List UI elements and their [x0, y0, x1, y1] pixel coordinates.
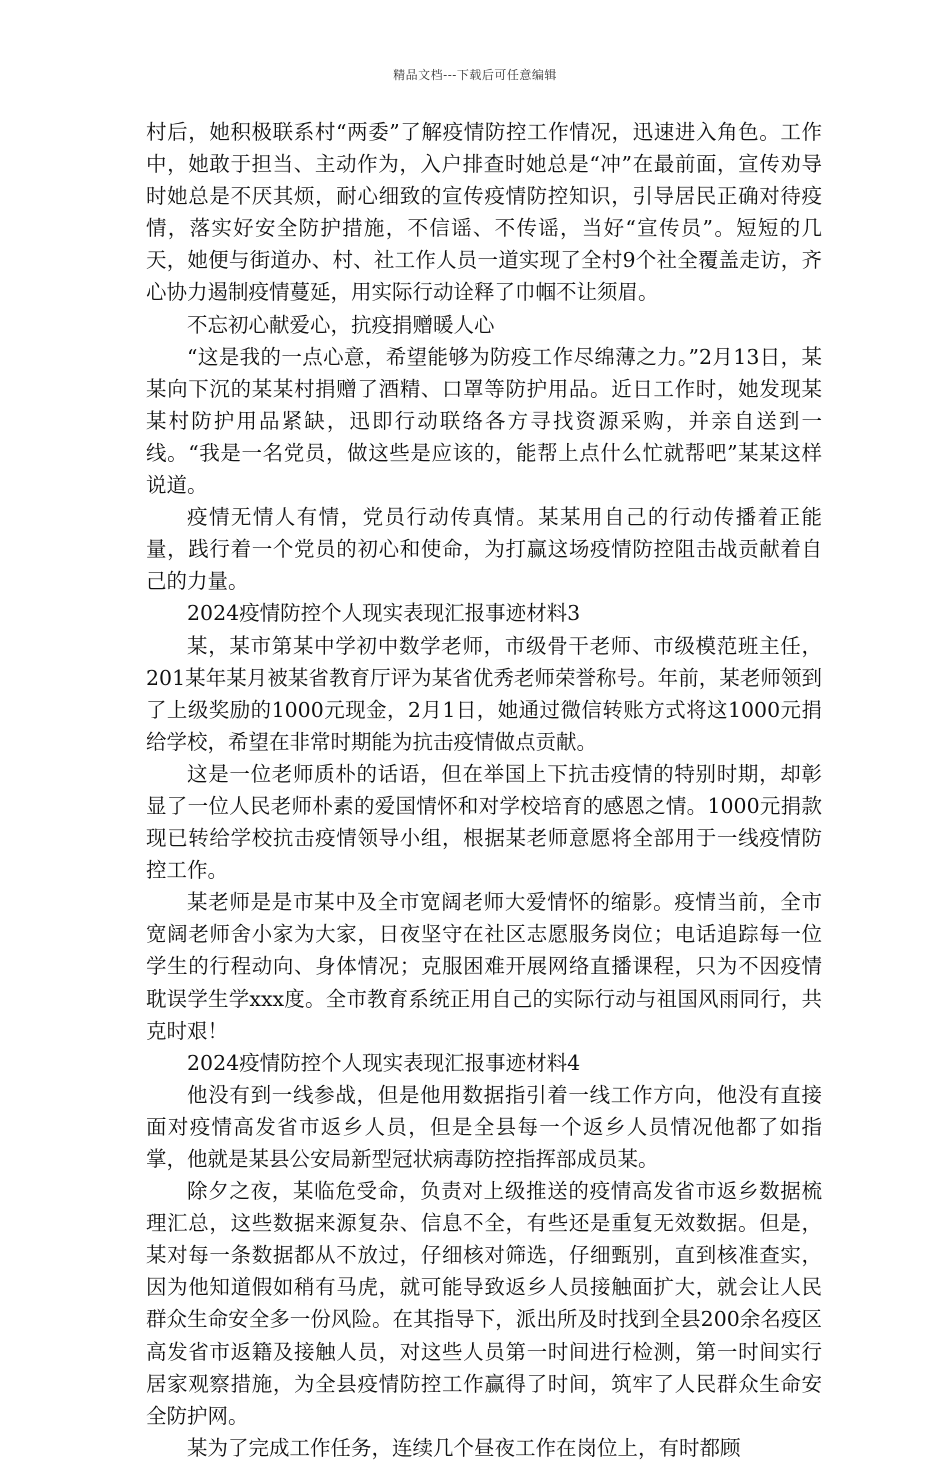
paragraph: 村后，她积极联系村“两委”了解疫情防控工作情况，迅速进入角色。工作中，她敢于担当、主动作为，入户排查时她总是“冲”在最前面，宣传劝导时她总是不厌其烦，耐心细致的宣传疫情防控知识，引导居民正确对待疫情，落实好安全防护措施，不信谣、不传谣，当好“宣传员”。短短的几天，她便与街道办、村、社工作人员一道实现了全村9个社全覆盖走访，齐心协力遏制疫情蔓延，用实际行动诠释了巾帼不让须眉。: [146, 120, 822, 305]
paragraph: 不忘初心献爱心，抗疫捐赠暖人心: [187, 312, 495, 337]
page-header: 精品文档---下载后可任意编辑: [393, 68, 557, 82]
document-body: [146, 116, 822, 1464]
paragraph: 他没有到一线参战，但是他用数据指引着一线工作方向，他没有直接面对疫情高发省市返乡人员，但是全县每一个返乡人员情况他都了如指掌，他就是某县公安局新型冠状病毒防控指挥部成员某。: [146, 1082, 822, 1171]
paragraph: 这是一位老师质朴的话语，但在举国上下抗击疫情的特别时期，却彰显了一位人民老师朴素的爱国情怀和对学校培育的感恩之情。1000元捐款现已转给学校抗击疫情领导小组，根据某老师意愿将全部用于一线疫情防控工作。: [146, 761, 822, 883]
paragraph: 2024疫情防控个人现实表现汇报事迹材料3: [187, 601, 581, 626]
paragraph: 某，某市第某中学初中数学老师，市级骨干老师、市级模范班主任，201某年某月被某省教育厅评为某省优秀老师荣誉称号。年前，某老师领到了上级奖励的1000元现金，2月1日，她通过微信转账方式将这1000元捐给学校，希望在非常时期能为抗击疫情做点贡献。: [146, 633, 822, 754]
paragraph: 除夕之夜，某临危受命，负责对上级推送的疫情高发省市返乡数据梳理汇总，这些数据来源复杂、信息不全，有些还是重复无效数据。但是，某对每一条数据都从不放过，仔细核对筛选，仔细甄别，直到核准查实，因为他知道假如稍有马虎，就可能导致返乡人员接触面扩大，就会让人民群众生命安全多一份风险。在其指导下，派出所及时找到全县200余名疫区高发省市返籍及接触人员，对这些人员第一时间进行检测，第一时间实行居家观察措施，为全县疫情防控工作赢得了时间，筑牢了人民群众生命安全防护网。: [146, 1179, 822, 1428]
paragraph: “这是我的一点心意，希望能够为防疫工作尽绵薄之力。”2月13日，某某向下沉的某某村捐赠了酒精、口罩等防护用品。近日工作时，她发现某某村防护用品紧缺，迅即行动联络各方寻找资源采购，并亲自送到一线。“我是一名党员，做这些是应该的，能帮上点什么忙就帮吧”某某这样说道。: [146, 344, 822, 498]
paragraph: 2024疫情防控个人现实表现汇报事迹材料4: [187, 1050, 581, 1075]
paragraph: 某老师是是市某中及全市宽阔老师大爱情怀的缩影。疫情当前，全市宽阔老师舍小家为大家，日夜坚守在社区志愿服务岗位；电话追踪每一位学生的行程动向、身体情况；克服困难开展网络直播课程，只为不因疫情耽误学生学xxx度。全市教育系统正用自己的实际行动与祖国风雨同行，共克时艰！: [146, 890, 822, 1043]
paragraph: 疫情无情人有情，党员行动传真情。某某用自己的行动传播着正能量，践行着一个党员的初心和使命，为打赢这场疫情防控阻击战贡献着自己的力量。: [146, 505, 822, 594]
paragraph: 某为了完成工作任务，连续几个昼夜工作在岗位上，有时都顾: [187, 1435, 741, 1460]
